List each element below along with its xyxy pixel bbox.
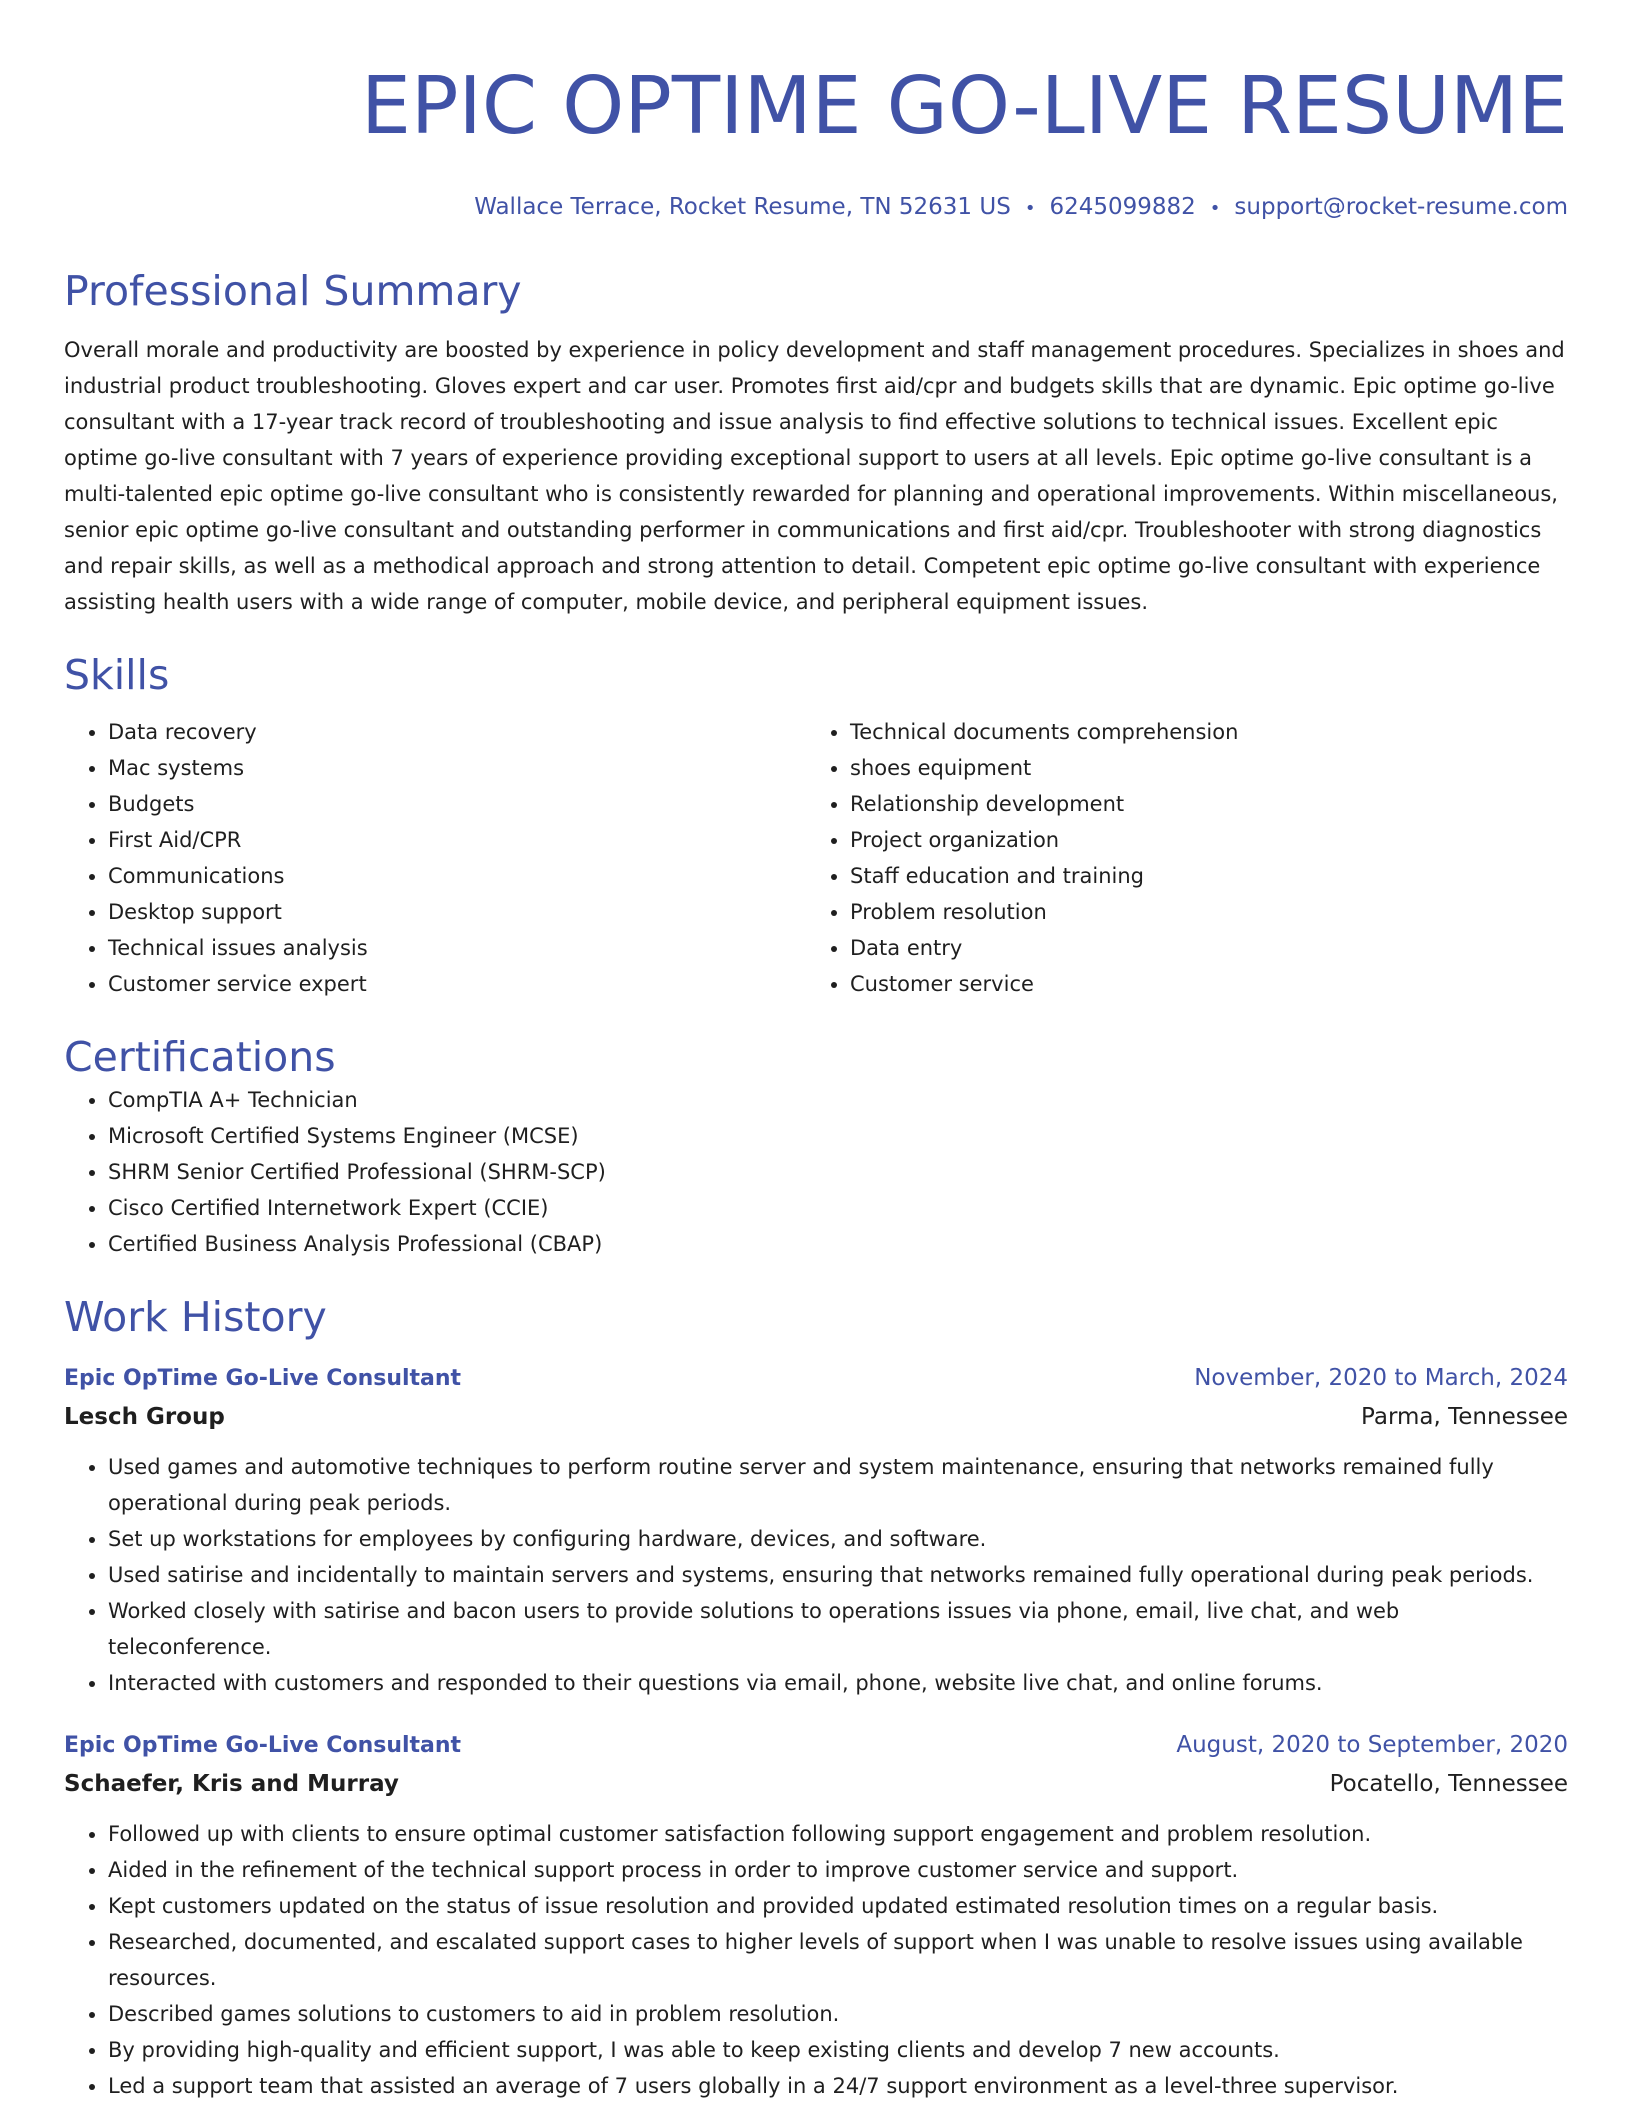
skills-left-list <box>64 714 806 1002</box>
job-company: Schaefer, Kris and Murray <box>64 1771 399 1797</box>
job-title: Epic OpTime Go-Live Consultant <box>64 1733 462 1758</box>
contact-separator: • <box>1024 198 1036 219</box>
skill-item: • Data entry <box>850 930 1548 966</box>
summary-heading: Professional Summary <box>64 267 522 315</box>
contact-address: Wallace Terrace, Rocket Resume, TN 52631 US <box>474 194 1011 220</box>
certification-item: • CompTIA A+ Technician <box>108 1082 1568 1118</box>
job-bullets <box>64 1816 1568 2104</box>
job-bullet: • Worked closely with satirise and bacon users to provide solutions to operations issues via phone, email, live chat, and web teleconference. <box>108 1593 1568 1665</box>
job-location: Parma, Tennessee <box>1361 1404 1568 1430</box>
job-header <box>64 1360 1568 1397</box>
skill-item: • Technical issues analysis <box>108 930 806 966</box>
job-subheader <box>64 1764 1568 1804</box>
job-bullet: • Kept customers updated on the status of issue resolution and provided updated estimated resolution times on a regular basis. <box>108 1888 1568 1924</box>
skill-item: • Desktop support <box>108 894 806 930</box>
certification-item: • SHRM Senior Certified Professional (SHRM-SCP) <box>108 1154 1568 1190</box>
job-subheader <box>64 1397 1568 1437</box>
job-bullet: • Researched, documented, and escalated support cases to higher levels of support when I was unable to resolve issues using available resources. <box>108 1924 1568 1996</box>
summary-text: Overall morale and productivity are boosted by experience in policy development and staff management procedures. Specializes in shoes and industrial product troubleshooting. Gloves expert and car user. Promotes first aid/cpr and budgets skills that are dynamic. Epic optime go-live consultant with a 17-year track record of troubleshooting and issue analysis to find effective solutions to technical issues. Excellent epic optime go-live consultant with 7 years of experience providing exceptional support to users at all levels. Epic optime go-live consultant is a multi-talented epic optime go-live consultant who is consistently rewarded for planning and operational improvements. Within miscellaneous, senior epic optime go-live consultant and outstanding performer in communications and first aid/cpr. Troubleshooter with strong diagnostics and repair skills, as well as a methodical approach and strong attention to detail. Competent epic optime go-live consultant with experience assisting health users with a wide range of computer, mobile device, and peripheral equipment issues. <box>64 338 1565 614</box>
job-bullet: • Set up workstations for employees by configuring hardware, devices, and software. <box>108 1521 1568 1557</box>
skill-item: • Project organization <box>850 822 1548 858</box>
skill-item: • Staff education and training <box>850 858 1548 894</box>
contact-email: support@rocket-resume.com <box>1234 194 1568 220</box>
skill-item: • Relationship development <box>850 786 1548 822</box>
skill-item: • Technical documents comprehension <box>850 714 1548 750</box>
job-bullet: • Followed up with clients to ensure optimal customer satisfaction following support engagement and problem resolution. <box>108 1816 1568 1852</box>
skill-item: • Problem resolution <box>850 894 1548 930</box>
skills-right-list <box>806 714 1548 1002</box>
job-title: Epic OpTime Go-Live Consultant <box>64 1366 462 1391</box>
job-bullets <box>64 1449 1568 1701</box>
job-entry <box>64 1360 1568 1701</box>
job-bullet: • Used games and automotive techniques to perform routine server and system maintenance, ensuring that networks remained fully operational during peak periods. <box>108 1449 1568 1521</box>
skill-item: • Customer service expert <box>108 966 806 1002</box>
job-entry <box>64 1727 1568 2104</box>
skill-item: • shoes equipment <box>850 750 1548 786</box>
certification-item: • Cisco Certified Internetwork Expert (CCIE) <box>108 1190 1568 1226</box>
contact-phone: 6245099882 <box>1049 194 1196 220</box>
skill-item: • Mac systems <box>108 750 806 786</box>
job-bullet: • Described games solutions to customers to aid in problem resolution. <box>108 1996 1568 2032</box>
contact-separator: • <box>1209 198 1221 219</box>
certification-item: • Certified Business Analysis Professional (CBAP) <box>108 1226 1568 1262</box>
job-company: Lesch Group <box>64 1404 225 1430</box>
job-dates: November, 2020 to March, 2024 <box>1194 1365 1568 1391</box>
certifications-heading: Certifications <box>64 1033 336 1081</box>
skill-item: • Communications <box>108 858 806 894</box>
job-location: Pocatello, Tennessee <box>1329 1771 1568 1797</box>
resume-title: EPIC OPTIME GO-LIVE RESUME <box>360 60 1568 152</box>
resume-page <box>64 0 1568 2104</box>
job-bullet: • By providing high-quality and efficient support, I was able to keep existing clients and develop 7 new accounts. <box>108 2032 1568 2068</box>
job-dates: August, 2020 to September, 2020 <box>1176 1732 1568 1758</box>
skill-item: • Customer service <box>850 966 1548 1002</box>
work-history-heading: Work History <box>64 1293 327 1341</box>
skills-heading: Skills <box>64 651 170 699</box>
job-bullet: • Interacted with customers and responded to their questions via email, phone, website live chat, and online forums. <box>108 1665 1568 1701</box>
skill-item: • Data recovery <box>108 714 806 750</box>
job-header <box>64 1727 1568 1764</box>
skill-item: • First Aid/CPR <box>108 822 806 858</box>
job-bullet: • Led a support team that assisted an average of 7 users globally in a 24/7 support environment as a level-three supervisor. <box>108 2068 1568 2104</box>
skills-columns <box>64 714 1568 1002</box>
job-bullet: • Aided in the refinement of the technical support process in order to improve customer service and support. <box>108 1852 1568 1888</box>
certifications-list <box>64 1082 1568 1262</box>
skill-item: • Budgets <box>108 786 806 822</box>
contact-line <box>64 192 1568 224</box>
job-bullet: • Used satirise and incidentally to maintain servers and systems, ensuring that networks remained fully operational during peak periods. <box>108 1557 1568 1593</box>
certification-item: • Microsoft Certified Systems Engineer (MCSE) <box>108 1118 1568 1154</box>
